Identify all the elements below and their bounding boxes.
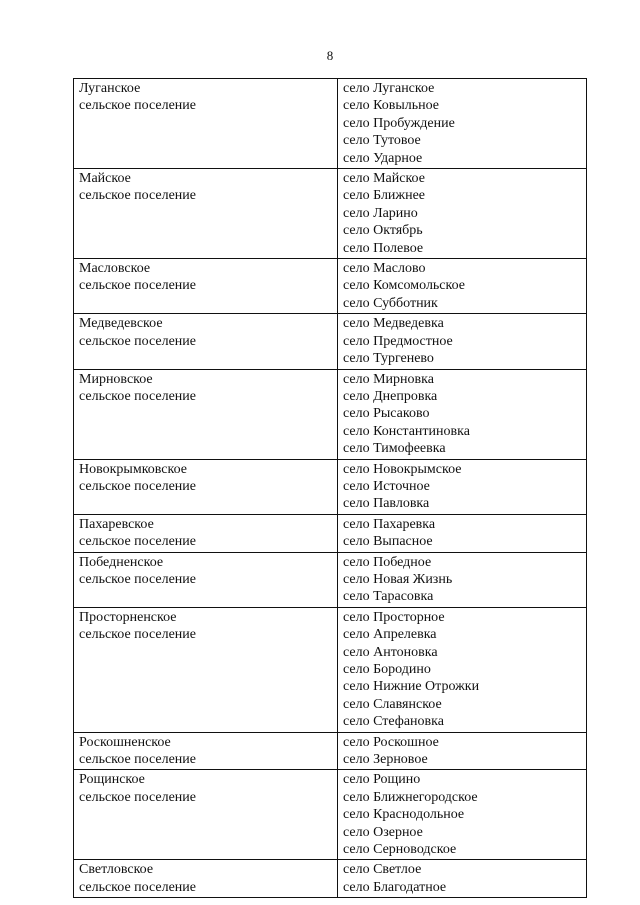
table-row [74, 607, 587, 732]
village-item: село Выпасное [343, 534, 433, 550]
page-number: 8 [326, 48, 334, 63]
village-item: село Победное [343, 554, 432, 570]
settlements-table [73, 78, 587, 898]
village-item: село Роскошное [343, 734, 439, 750]
village-item: село Озерное [343, 824, 423, 840]
settlement-type: сельское поселение [79, 789, 196, 805]
village-item: село Краснодольное [343, 807, 465, 823]
villages-cell [338, 860, 587, 898]
villages-cell [338, 552, 587, 607]
village-item: село Комсомольское [343, 278, 466, 294]
settlement-cell [74, 770, 338, 860]
village-item: село Константиновка [343, 423, 470, 439]
settlement-cell [74, 259, 338, 314]
table-row [74, 79, 587, 169]
table-row [74, 860, 587, 898]
village-item: село Серноводское [343, 842, 457, 858]
village-item: село Луганское [343, 81, 435, 96]
settlement-type: сельское поселение [79, 879, 196, 895]
settlement-type: сельское поселение [79, 333, 196, 349]
village-item: село Новокрымское [343, 461, 462, 477]
village-item: село Ударное [343, 150, 423, 166]
village-item: село Пробуждение [343, 115, 455, 131]
settlement-name: Новокрымковское [79, 461, 188, 477]
table-row [74, 732, 587, 770]
village-item: село Благодатное [343, 879, 447, 895]
village-item: село Мирновка [343, 371, 434, 387]
settlement-name: Мирновское [79, 371, 153, 387]
village-item: село Павловка [343, 496, 430, 512]
settlement-name: Луганское [79, 81, 141, 96]
settlement-type: сельское поселение [79, 478, 196, 494]
settlement-name: Масловское [79, 261, 151, 277]
villages-cell [338, 169, 587, 259]
village-item: село Тургенево [343, 351, 434, 367]
settlement-type: сельское поселение [79, 752, 196, 768]
villages-cell [338, 259, 587, 314]
village-item: село Антоновка [343, 644, 438, 660]
settlement-cell [74, 369, 338, 459]
settlement-cell [74, 732, 338, 770]
village-item: село Майское [343, 171, 425, 187]
settlement-type: сельское поселение [79, 188, 196, 204]
village-item: село Тутовое [343, 133, 421, 149]
village-item: село Полевое [343, 240, 424, 256]
village-item: село Рощино [343, 772, 421, 788]
settlement-name: Пахаревское [79, 516, 154, 532]
settlement-name: Роскошненское [79, 734, 171, 750]
table-row [74, 514, 587, 552]
village-item: село Октябрь [343, 223, 423, 239]
settlement-cell [74, 552, 338, 607]
settlement-type: сельское поселение [79, 388, 196, 404]
village-item: село Тимофеевка [343, 441, 446, 457]
table-row [74, 770, 587, 860]
village-item: село Ларино [343, 205, 418, 221]
settlement-cell [74, 514, 338, 552]
settlement-cell [74, 607, 338, 732]
villages-cell [338, 369, 587, 459]
settlement-name: Рощинское [79, 772, 145, 788]
village-item: село Нижние Отрожки [343, 679, 480, 695]
table-row [74, 552, 587, 607]
village-item: село Просторное [343, 609, 445, 625]
settlements-table-body [74, 79, 587, 898]
settlement-name: Победненское [79, 554, 164, 570]
table-row [74, 314, 587, 369]
village-item: село Тарасовка [343, 589, 434, 605]
village-item: село Светлое [343, 862, 422, 878]
village-item: село Медведевка [343, 316, 444, 332]
villages-cell [338, 514, 587, 552]
village-item: село Субботник [343, 295, 438, 311]
settlement-name: Майское [79, 171, 131, 187]
settlement-cell [74, 860, 338, 898]
village-item: село Стефановка [343, 714, 444, 730]
settlement-type: сельское поселение [79, 627, 196, 643]
village-item: село Источное [343, 478, 430, 494]
village-item: село Предмостное [343, 333, 453, 349]
settlement-type: сельское поселение [79, 278, 196, 294]
settlement-type: сельское поселение [79, 534, 196, 550]
village-item: село Славянское [343, 696, 442, 712]
villages-cell [338, 770, 587, 860]
table-row [74, 169, 587, 259]
village-item: село Пахаревка [343, 516, 436, 532]
village-item: село Новая Жизнь [343, 571, 453, 587]
village-item: село Бородино [343, 662, 431, 677]
table-row [74, 459, 587, 514]
settlement-cell [74, 314, 338, 369]
village-item: село Апрелевка [343, 627, 437, 643]
village-item: село Ковыльное [343, 98, 439, 114]
village-item: село Ближнее [343, 188, 426, 204]
table-row [74, 259, 587, 314]
table-row [74, 369, 587, 459]
village-item: село Маслово [343, 261, 426, 277]
village-item: село Ближнегородское [343, 789, 478, 805]
villages-cell [338, 607, 587, 732]
village-item: село Зерновое [343, 752, 428, 768]
settlement-cell [74, 79, 338, 169]
villages-cell [338, 79, 587, 169]
village-item: село Рысаково [343, 406, 430, 422]
village-item: село Днепровка [343, 388, 438, 404]
settlement-name: Просторненское [79, 609, 177, 625]
settlement-type: сельское поселение [79, 571, 196, 587]
villages-cell [338, 459, 587, 514]
villages-cell [338, 314, 587, 369]
villages-cell [338, 732, 587, 770]
settlement-type: сельское поселение [79, 98, 196, 114]
settlement-name: Светловское [79, 862, 154, 878]
settlement-name: Медведевское [79, 316, 163, 332]
settlement-cell [74, 169, 338, 259]
settlement-cell [74, 459, 338, 514]
